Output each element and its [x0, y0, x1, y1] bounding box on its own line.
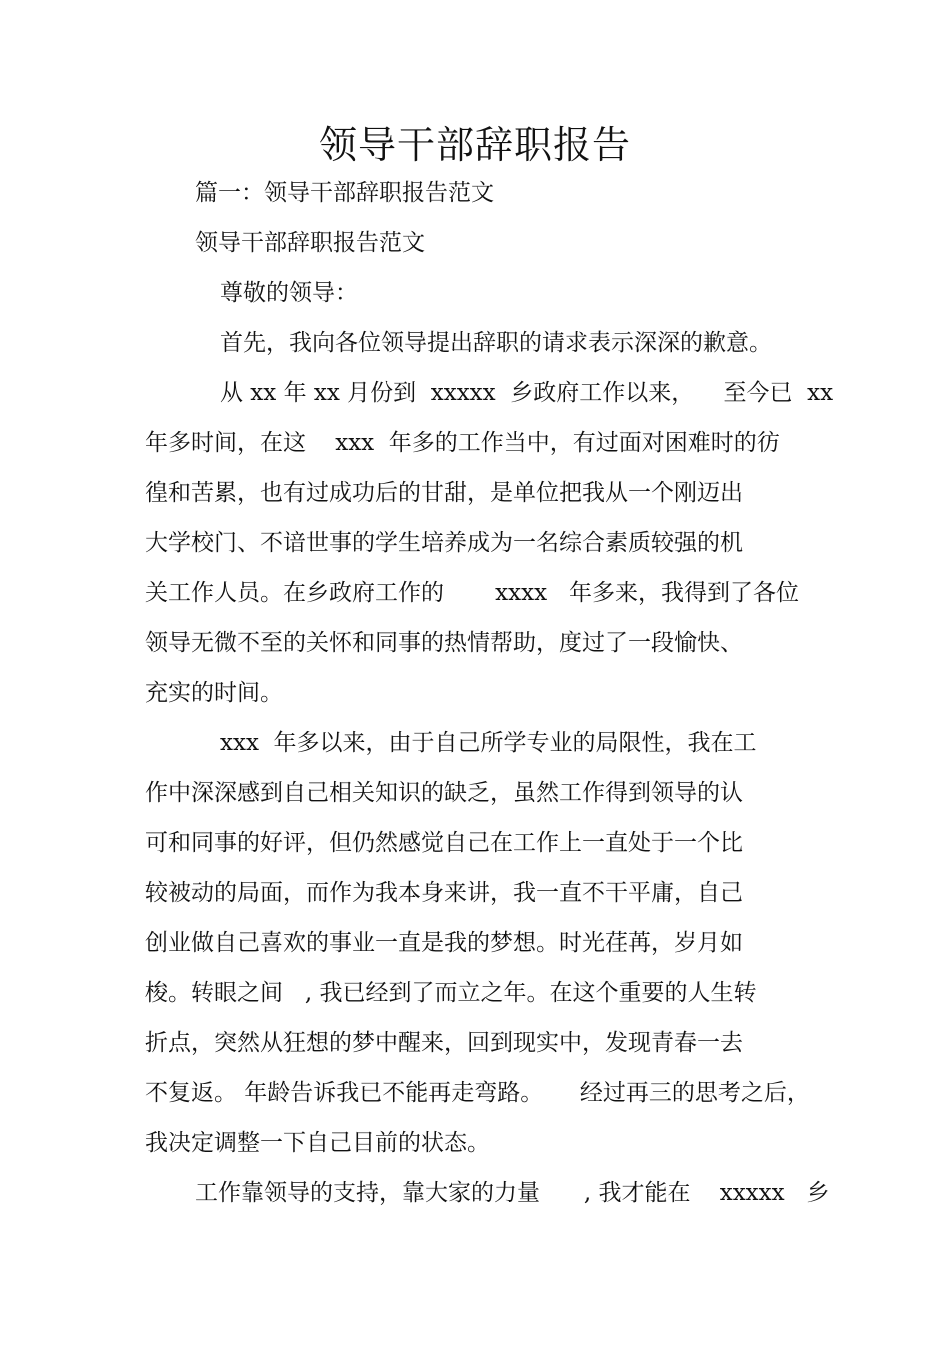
paragraph-line: 我决定调整一下自己目前的状态。: [145, 1130, 490, 1156]
paragraph-line: 创业做自己喜欢的事业一直是我的梦想。时光荏苒，岁月如: [145, 930, 743, 956]
paragraph-line: 从 xx 年 xx 月份到 xxxxx 乡政府工作以来， 至今已 xx: [220, 380, 834, 406]
paragraph-line: 关工作人员。在乡政府工作的 xxxx 年多来，我得到了各位: [145, 580, 799, 606]
salutation: 尊敬的领导：: [220, 280, 358, 306]
paragraph-line: 折点，突然从狂想的梦中醒来，回到现实中，发现青春一去: [145, 1030, 743, 1056]
paragraph-line: 较被动的局面，而作为我本身来讲，我一直不干平庸，自己: [145, 880, 743, 906]
paragraph-line: 首先，我向各位领导提出辞职的请求表示深深的歉意。: [220, 330, 772, 356]
paragraph-line: 领导无微不至的关怀和同事的热情帮助，度过了一段愉快、: [145, 630, 743, 656]
paragraph-line: 可和同事的好评，但仍然感觉自己在工作上一直处于一个比: [145, 830, 743, 856]
subtitle-line: 领导干部辞职报告范文: [195, 230, 425, 256]
document-title: 领导干部辞职报告: [318, 123, 631, 167]
paragraph-line: 徨和苦累，也有过成功后的甘甜，是单位把我从一个刚迈出: [145, 480, 743, 506]
paragraph-line: 作中深深感到自己相关知识的缺乏，虽然工作得到领导的认: [145, 780, 743, 806]
paragraph-line: 梭。转眼之间 , 我已经到了而立之年。在这个重要的人生转: [145, 980, 757, 1006]
paragraph-line: 工作靠领导的支持，靠大家的力量 , 我才能在 xxxxx 乡: [195, 1180, 830, 1206]
paragraph-line: 不复返。 年龄告诉我已不能再走弯路。 经过再三的思考之后，: [145, 1080, 810, 1106]
paragraph-line: 年多时间，在这 xxx 年多的工作当中，有过面对困难时的彷: [145, 430, 780, 456]
paragraph-line: 大学校门、不谙世事的学生培养成为一名综合素质较强的机: [145, 530, 743, 556]
paragraph-line: xxx 年多以来，由于自己所学专业的局限性，我在工: [220, 730, 757, 756]
paragraph-line: 充实的时间。: [145, 680, 283, 706]
section-heading: 篇一：领导干部辞职报告范文: [195, 180, 494, 206]
